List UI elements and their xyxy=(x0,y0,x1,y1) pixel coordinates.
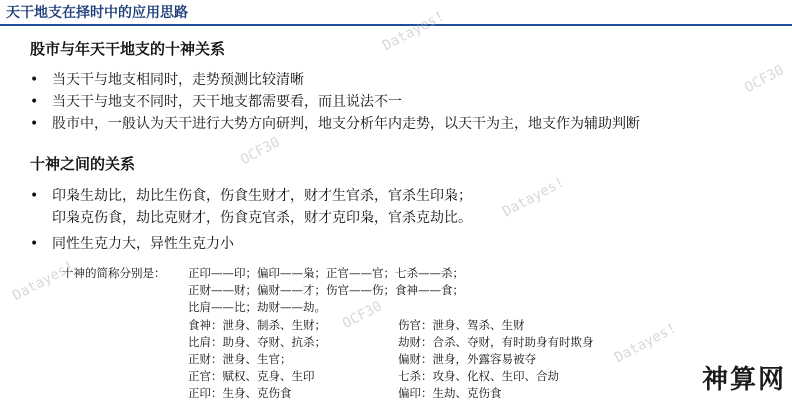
names-row: 正财——财；偏财——才；伤官——伤；食神——食； xyxy=(188,283,464,297)
property-right: 伤官：泄身、驾杀、生财 xyxy=(398,318,525,332)
bullet-item: • 印枭生劫比，劫比生伤食，伤食生财才，财才生官杀，官杀生印枭； xyxy=(30,188,472,204)
bullet-item: • 当天干与地支不同时，天干地支都需要看，而且说法不一 xyxy=(30,94,402,110)
watermark-text: Datayes! xyxy=(380,8,448,55)
section-heading-ten-gods: 十神之间的关系 xyxy=(30,155,136,173)
names-label: 十神的简称分别是： xyxy=(62,266,166,280)
watermark-text: Datayes! xyxy=(612,320,680,367)
bullet-item: • 当天干与地支相同时，走势预测比较清晰 xyxy=(30,72,304,88)
bullet-item: • 股市中，一般认为天干进行大势方向研判，地支分析年内走势，以天干为主，地支作为辅助判断 xyxy=(30,116,640,132)
bullet-dot-icon: • xyxy=(30,94,39,110)
watermark-text: OCF30 xyxy=(742,62,787,97)
property-right: 七杀：攻身、化权、生印、合劫 xyxy=(398,369,559,383)
names-row: 正印——印；偏印——枭；正官——官；七杀——杀； xyxy=(188,266,464,280)
site-logo: 神算网 xyxy=(701,365,786,395)
bullet-dot-icon: • xyxy=(30,72,39,88)
bullet-item: • 同性生克力大，异性生克力小 xyxy=(30,236,234,252)
watermark-text: OCF30 xyxy=(340,298,385,333)
property-left: 正印：生身、克伤食 xyxy=(188,386,292,400)
bullet-dot-icon: • xyxy=(30,116,39,132)
property-left: 正官：赋权、克身、生印 xyxy=(188,369,315,383)
bullet-continuation: 印枭克伤食，劫比克财才，伤食克官杀，财才克印枭，官杀克劫比。 xyxy=(52,210,472,226)
page-title: 天干地支在择时中的应用思路 xyxy=(6,5,188,21)
bullet-dot-icon: • xyxy=(30,188,39,204)
property-left: 比肩：助身、夺财、抗杀； xyxy=(188,335,326,349)
property-right: 偏印：生劫、克伤食 xyxy=(398,386,502,400)
names-row: 比肩——比；劫财——劫。 xyxy=(188,300,326,314)
watermark-text: OCF30 xyxy=(238,134,283,169)
property-left: 正财：泄身、生官； xyxy=(188,352,292,366)
property-left: 食神：泄身、制杀、生财； xyxy=(188,318,326,332)
section-heading-stock-relation: 股市与年天干地支的十神关系 xyxy=(30,40,226,58)
property-right: 劫财：合杀、夺财，有时助身有时欺身 xyxy=(398,335,594,349)
watermark-text: Datayes! xyxy=(500,174,568,221)
bullet-dot-icon: • xyxy=(30,236,39,252)
watermark-text: Datayes! xyxy=(10,258,78,305)
title-underline xyxy=(0,24,792,26)
property-right: 偏财：泄身，外露容易被夺 xyxy=(398,352,536,366)
